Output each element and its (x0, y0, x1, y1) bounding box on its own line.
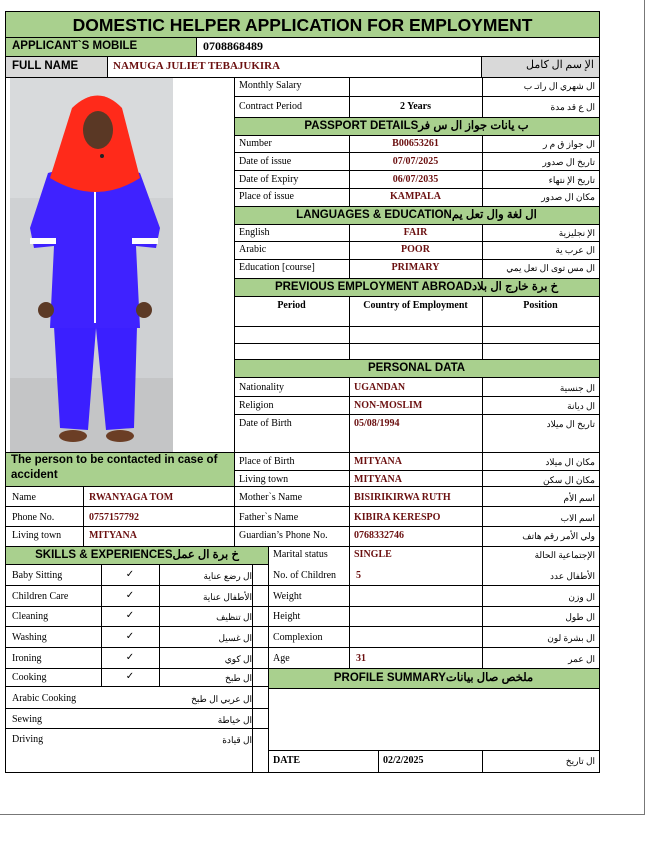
issue-place-label: Place of issue (239, 191, 294, 202)
skill-sewing-label: Sewing (12, 714, 42, 725)
expiry-date-label: Date of Expiry (239, 174, 299, 185)
skill-washing-label: Washing (12, 632, 47, 643)
skill-cleaning-ar: ال تنظيف (216, 612, 252, 622)
issue-place-ar: مكان ال صدور (541, 192, 595, 202)
mother-name-ar: اسم الأم (563, 493, 595, 503)
religion-value: NON-MOSLIM (354, 400, 423, 411)
arabic-label: Arabic (239, 244, 267, 255)
education-ar: ال مس توى ال تعل يمي (506, 263, 595, 273)
marital-status-ar: الإجتماعية الحالة (534, 550, 595, 560)
employment-header: PREVIOUS EMPLOYMENT ABROADخ برة خارج ال بلاد (274, 281, 559, 293)
contact-name-value: RWANYAGA TOM (89, 492, 174, 503)
complexion-ar: ال بشرة لون (547, 633, 595, 643)
age-ar: ال عمر (568, 654, 595, 664)
skill-arabic-cooking-label: Arabic Cooking (12, 693, 77, 704)
arabic-value: POOR (401, 244, 430, 255)
passport-header: PASSPORT DETAILSب يانات جواز ال س فر (304, 120, 529, 132)
fullname-label: FULL NAME (12, 60, 79, 72)
issue-date-value: 07/07/2025 (392, 156, 439, 167)
guardian-phone-label: Guardian’s Phone No. (239, 530, 328, 541)
employment-col-period: Period (277, 300, 306, 311)
skill-children-care-ar: الأطفال عناية (202, 592, 252, 602)
nationality-label: Nationality (239, 382, 284, 393)
personal-header: PERSONAL DATA (367, 362, 466, 374)
application-form (5, 11, 600, 773)
guardian-phone-ar: ولي الأمر رقم هاتف (522, 531, 595, 541)
skill-cooking-ar: ال طبخ (225, 673, 252, 683)
weight-ar: ال وزن (568, 592, 595, 602)
fullname-value: NAMUGA JULIET TEBAJUKIRA (113, 60, 281, 72)
living-town-label: Living town (239, 474, 289, 485)
english-value: FAIR (403, 227, 428, 238)
date-ar: ال تاريخ (565, 756, 595, 766)
children-count-value: 5 (356, 570, 361, 581)
education-value: PRIMARY (391, 262, 440, 273)
dob-label: Date of Birth (239, 418, 292, 429)
passport-number-label: Number (239, 138, 272, 149)
skills-header: SKILLS & EXPERIENCESخ برة ال عمل (35, 549, 239, 561)
weight-label: Weight (273, 591, 302, 602)
english-ar: الإ نجليزية (558, 228, 595, 238)
mother-name-value: BISIRIKIRWA RUTH (354, 492, 451, 503)
applicant-photo (10, 78, 173, 452)
contact-name-label: Name (12, 492, 36, 503)
skill-ironing-check-icon: ✓ (125, 652, 135, 663)
skill-washing-ar: ال غسيل (218, 633, 252, 643)
date-value: 02/2/2025 (383, 755, 424, 766)
skill-baby-sitting-ar: ال رضع عناية (203, 571, 252, 581)
skill-children-care-check-icon: ✓ (125, 590, 135, 601)
skill-cooking-label: Cooking (12, 672, 47, 683)
living-town-ar: مكان ال سكن (542, 475, 595, 485)
skill-cleaning-check-icon: ✓ (125, 610, 135, 621)
mother-name-label: Mother`s Name (239, 492, 303, 503)
passport-number-value: B00653261 (392, 138, 439, 149)
contract-value: 2 Years (399, 101, 431, 112)
religion-label: Religion (239, 400, 274, 411)
skill-baby-sitting-check-icon: ✓ (125, 569, 135, 580)
skill-driving-label: Driving (12, 734, 44, 745)
age-value: 31 (356, 653, 366, 664)
marital-status-value: SINGLE (354, 549, 392, 560)
contract-ar: ال ع قد مدة (550, 102, 595, 112)
contact-phone-value: 0757157792 (89, 512, 139, 523)
skill-sewing-ar: ال خياطة (217, 715, 252, 725)
skill-washing-check-icon: ✓ (125, 631, 135, 642)
skill-cleaning-label: Cleaning (12, 611, 49, 622)
age-label: Age (273, 653, 290, 664)
pob-label: Place of Birth (239, 456, 295, 467)
issue-date-label: Date of issue (239, 156, 292, 167)
religion-ar: ال ديانة (567, 401, 595, 411)
children-count-ar: الأطفال عدد (550, 571, 595, 581)
father-name-value: KIBIRA KERESPO (354, 512, 441, 523)
marital-status-label: Marital status (273, 549, 328, 560)
contact-town-value: MITYANA (89, 530, 137, 541)
contact-phone-label: Phone No. (12, 512, 55, 523)
father-name-label: Father`s Name (239, 512, 299, 523)
skill-ironing-label: Ironing (12, 653, 42, 664)
children-count-label: No. of Children (273, 570, 337, 581)
dob-ar: تاريخ ال ميلاد (546, 419, 595, 429)
skill-ironing-ar: ال كوي (224, 654, 252, 664)
skill-children-care-label: Children Care (12, 591, 69, 602)
mobile-label: APPLICANT`S MOBILE (12, 40, 138, 52)
contact-header: The person to be contacted in case of accident (11, 454, 218, 481)
salary-ar: ال شهري ال راتـ ب (523, 81, 595, 91)
height-ar: ال طول (565, 612, 595, 622)
contract-label: Contract Period (239, 101, 303, 112)
fullname-ar: الإ سم ال كامل (526, 59, 594, 71)
father-name-ar: اسم الاب (560, 513, 595, 523)
living-town-value: MITYANA (354, 474, 402, 485)
complexion-label: Complexion (273, 632, 323, 643)
form-title: DOMESTIC HELPER APPLICATION FOR EMPLOYMENT (72, 15, 533, 35)
skill-baby-sitting-label: Baby Sitting (12, 570, 63, 581)
arabic-ar: ال عرب ية (555, 245, 595, 255)
mobile-value: 0708868489 (203, 39, 263, 53)
salary-label: Monthly Salary (239, 80, 302, 91)
issue-place-value: KAMPALA (390, 191, 441, 202)
employment-col-position: Position (523, 300, 558, 311)
nationality-ar: ال جنسية (559, 383, 595, 393)
expiry-date-value: 06/07/2035 (392, 174, 439, 185)
profile-header: PROFILE SUMMARYملخص صال بيانات (333, 672, 534, 684)
guardian-phone-value: 0768332746 (354, 530, 404, 541)
height-label: Height (273, 611, 301, 622)
employment-col-country: Country of Employment (363, 300, 468, 311)
skill-arabic-cooking-ar: ال عربي ال طبخ (191, 694, 252, 704)
date-label: DATE (273, 755, 301, 766)
expiry-date-ar: تاريخ الإ نتهاء (548, 175, 595, 185)
contact-town-label: Living town (12, 530, 62, 541)
dob-value: 05/08/1994 (354, 418, 400, 429)
languages-header: LANGUAGES & EDUCATIONال لغة وال تعل يم (296, 209, 537, 221)
pob-value: MITYANA (354, 456, 402, 467)
english-label: English (239, 227, 270, 238)
education-label: Education [course] (239, 262, 315, 273)
issue-date-ar: تاريخ ال صدور (542, 157, 595, 167)
passport-number-ar: ال جواز ق م ر (542, 139, 595, 149)
skill-driving-ar: ال قيادة (222, 735, 252, 745)
nationality-value: UGANDAN (354, 382, 406, 393)
pob-ar: مكان ال ميلاد (545, 457, 595, 467)
skill-cooking-check-icon: ✓ (125, 671, 135, 682)
